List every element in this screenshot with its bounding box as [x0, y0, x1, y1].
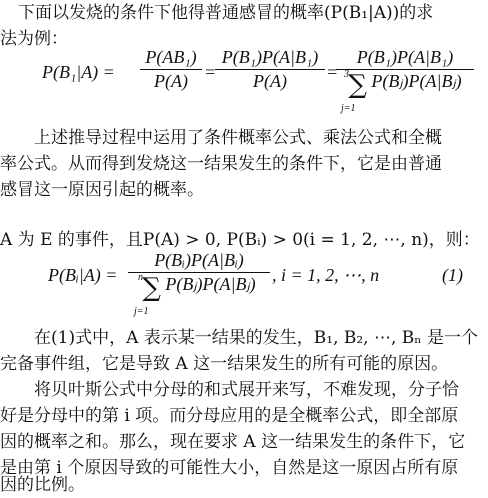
- paragraph-5-line-3: 因的概率之和。那么，现在要求 A 这一结果发生的条件下，它: [0, 432, 466, 452]
- paragraph-1-line-2: 法为例：: [0, 29, 68, 49]
- equation-1-sum-upper-limit: 3: [344, 69, 349, 80]
- equation-2-sum-upper-limit: n: [138, 272, 143, 283]
- paragraph-3-line-1: A 为 E 的事件，且P(A) > 0, P(Bᵢ) > 0(i = 1, 2, ⋯, n)，则：: [0, 230, 480, 250]
- equation-1-equals-2: =: [204, 62, 217, 82]
- equation-1-fraction-1-numerator: P(AB₁): [145, 47, 197, 67]
- paragraph-5-line-5: 因的比例。: [0, 475, 85, 495]
- equation-1-fraction-1-bar: [140, 69, 202, 70]
- equation-1-fraction-3-denominator: [336, 70, 474, 100]
- equation-2-sum-lower-limit: j=1: [134, 306, 149, 317]
- paragraph-4-line-1: 在(1)式中，A 表示某一结果的发生，B₁, B₂, ⋯, Bₙ 是一个: [0, 328, 479, 348]
- summation-icon: ∑: [348, 70, 367, 100]
- equation-2-number: (1): [442, 265, 463, 285]
- equation-1-equals-3: =: [326, 62, 339, 82]
- equation-2: [0, 250, 488, 320]
- paragraph-1-line-1: 下面以发烧的条件下他得普通感冒的概率(P(B₁|A))的求: [18, 3, 434, 23]
- paragraph-5-line-4: 是由第 i 个原因导致的可能性大小，自然是这一原因占所有原: [0, 458, 459, 478]
- equation-1-fraction-1: [140, 47, 202, 92]
- equation-2-fraction: [128, 250, 270, 317]
- summation-icon: ∑: [142, 273, 161, 303]
- equation-1-fraction-2-numerator: P(B₁)P(A|B₁): [221, 47, 319, 67]
- equation-1-fraction-2-bar: [215, 69, 325, 70]
- equation-1: [0, 47, 488, 117]
- equation-1-sum-lower-limit: j=1: [341, 103, 356, 114]
- paragraph-4-line-2: 完备事件组，它是导致 A 这一结果发生的所有可能的原因。: [0, 354, 449, 374]
- equation-1-fraction-3-summand: P(Bⱼ)P(A|Bⱼ): [371, 71, 462, 91]
- paragraph-5-line-1: 将贝叶斯公式中分母的和式展开来写，不难发现，分子恰: [0, 380, 459, 400]
- equation-2-numerator: P(Bᵢ)P(A|Bᵢ): [154, 250, 244, 270]
- equation-2-summand: P(Bⱼ)P(A|Bⱼ): [165, 274, 256, 294]
- equation-1-fraction-2-denominator: P(A): [253, 71, 287, 91]
- equation-1-fraction-3: [336, 47, 474, 114]
- equation-1-fraction-3-numerator: P(B₁)P(A|B₁): [356, 47, 454, 67]
- equation-2-denominator: [128, 273, 270, 303]
- paragraph-5-line-2: 好是分母中的第 i 项。而分母应用的是全概率公式，即全部原: [0, 406, 459, 426]
- paragraph-2-line-3: 感冒这一原因引起的概率。: [0, 180, 204, 200]
- equation-1-fraction-2: [215, 47, 325, 92]
- equation-1-lhs: P(B₁|A) =: [42, 62, 115, 82]
- equation-2-lhs: P(Bᵢ|A) =: [48, 265, 118, 285]
- paragraph-2-line-2: 率公式。从而得到发烧这一结果发生的条件下，它是由普通: [0, 154, 442, 174]
- paragraph-2-line-1: 上述推导过程中运用了条件概率公式、乘法公式和全概: [0, 128, 442, 148]
- equation-1-fraction-1-denominator: P(A): [154, 71, 188, 91]
- equation-2-index-range: , i = 1, 2, ⋯, n: [272, 265, 380, 285]
